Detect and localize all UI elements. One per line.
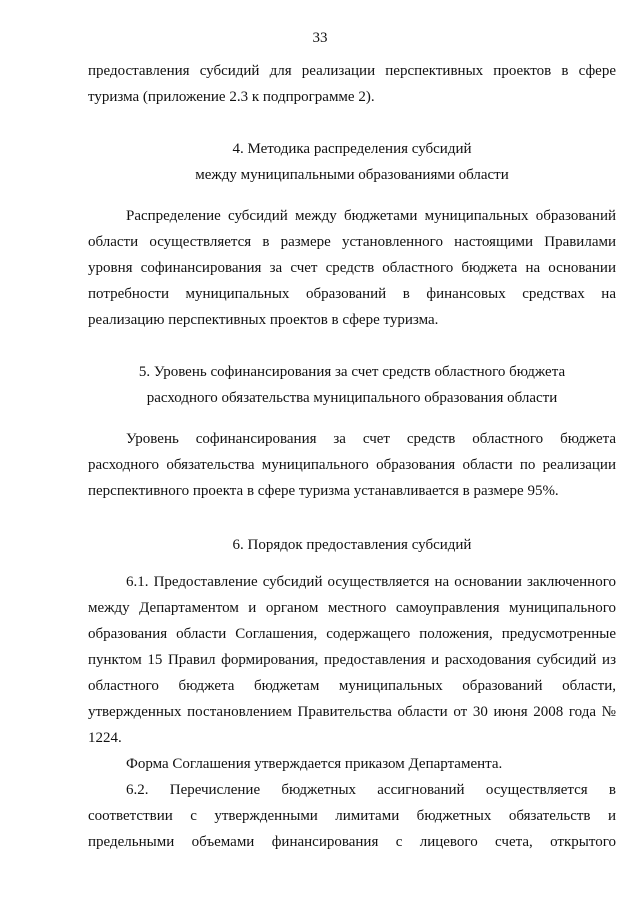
page-number: 33 bbox=[312, 30, 328, 46]
intro-paragraph bbox=[88, 58, 616, 110]
text-line: предоставления субсидий для реализации перспективных проектов в сфере bbox=[88, 63, 616, 79]
text-line: расходного обязательства муниципального образования области по реализации bbox=[88, 457, 616, 473]
text-line: областного бюджета бюджетам муниципальных образований области, bbox=[88, 678, 616, 694]
text-line: 6.1. Предоставление субсидий осуществляется на основании заключенного bbox=[126, 574, 616, 590]
section-4-heading bbox=[88, 136, 616, 188]
heading-line: расходного обязательства муниципального образования области bbox=[146, 390, 558, 406]
text-line: 6.2. Перечисление бюджетных ассигнований осуществляется в bbox=[126, 782, 616, 798]
heading-line: 4. Методика распределения субсидий bbox=[232, 141, 472, 157]
section-6-heading bbox=[88, 532, 616, 558]
text-line: реализацию перспективных проектов в сфере туризма. bbox=[88, 312, 439, 328]
heading-line: 6. Порядок предоставления субсидий bbox=[232, 537, 472, 553]
text-line: пунктом 15 Правил формирования, предоставления и расходования субсидий из bbox=[88, 652, 616, 668]
text-line: уровня софинансирования за счет средств областного бюджета на основании bbox=[88, 260, 616, 276]
paragraph-6-1 bbox=[88, 569, 616, 855]
text-line: утвержденных постановлением Правительства области от 30 июня 2008 года № bbox=[88, 704, 616, 720]
text-line: потребности муниципальных образований в финансовых средствах на bbox=[88, 286, 616, 302]
text-line: перспективного проекта в сфере туризма устанавливается в размере 95%. bbox=[88, 483, 559, 499]
text-line: предельными объемами финансирования с лицевого счета, открытого bbox=[88, 834, 616, 850]
heading-line: между муниципальными образованиями области bbox=[195, 167, 509, 183]
text-line: Форма Соглашения утверждается приказом Департамента. bbox=[126, 756, 503, 772]
section-4-paragraph bbox=[88, 203, 616, 333]
text-line: образования области Соглашения, содержащего положения, предусмотренные bbox=[88, 626, 616, 642]
text-line: области осуществляется в размере установленного настоящими Правилами bbox=[88, 234, 616, 250]
heading-line: 5. Уровень софинансирования за счет средств областного бюджета bbox=[138, 364, 566, 380]
text-line: 1224. bbox=[88, 730, 122, 746]
text-line: Распределение субсидий между бюджетами муниципальных образований bbox=[126, 208, 616, 224]
text-line: между Департаментом и органом местного самоуправления муниципального bbox=[88, 600, 616, 616]
text-line: соответствии с утвержденными лимитами бюджетных обязательств и bbox=[88, 808, 616, 824]
section-5-paragraph bbox=[88, 426, 616, 504]
section-5-heading bbox=[88, 359, 616, 411]
text-line: Уровень софинансирования за счет средств областного бюджета bbox=[126, 431, 616, 447]
text-line: туризма (приложение 2.3 к подпрограмме 2). bbox=[88, 89, 375, 105]
